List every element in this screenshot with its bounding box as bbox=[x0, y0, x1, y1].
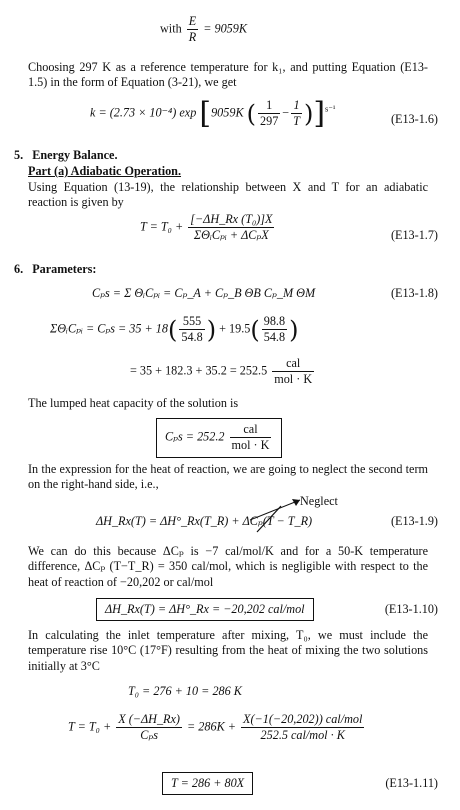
eq-final bbox=[68, 712, 366, 744]
frac-num: X(−1(−20,202)) cal/mol bbox=[241, 712, 364, 728]
frac-num: E bbox=[187, 14, 198, 30]
eq-coef: 9059K bbox=[211, 105, 244, 120]
section-6-heading bbox=[14, 262, 96, 277]
frac-num: cal bbox=[272, 356, 314, 372]
frac-num: [−ΔH_Rx (T₀)]X bbox=[188, 212, 274, 228]
eq-mid: + 19.5 bbox=[219, 321, 251, 336]
para-choose: Choosing 297 K as a reference temperature for k₁, and putting Equation (E13-1.5) in the form of Equation (3-21), we get bbox=[28, 60, 428, 90]
eq-lhs: Cₚs = 252.2 bbox=[165, 429, 225, 444]
section-number: 6. bbox=[14, 262, 24, 276]
eq-lead-text: with bbox=[160, 21, 182, 36]
eq-1-6: k = (2.73 × 10⁻⁴) exp [9059K ( $\frac{1}{297}$ − $\frac{1}{T}$ )]$^{s^{-1}}$ bbox=[90, 95, 336, 131]
frac-den: R bbox=[188, 30, 197, 45]
eq-1-10 bbox=[96, 598, 314, 621]
eq-text: = 35 + 182.3 + 35.2 = 252.5 bbox=[130, 363, 268, 378]
eq-number-1-9: (E13-1.9) bbox=[390, 514, 438, 528]
eq-lhs: ΣΘᵢCₚᵢ = Cₚs = 35 + 18 bbox=[50, 321, 168, 336]
frac-den: mol · K bbox=[274, 372, 313, 387]
frac-num: 1 bbox=[258, 98, 280, 114]
frac-num: 98.8 bbox=[262, 314, 287, 330]
eq-activation bbox=[160, 14, 247, 46]
eq-unit: s⁻¹ bbox=[325, 103, 336, 114]
section-title: Parameters: bbox=[32, 262, 97, 276]
eq-1-8: Cₚs = Σ ΘᵢCₚᵢ = Cₚ_A + Cₚ_B ΘB Cₚ_M ΘM bbox=[92, 286, 316, 300]
eq-boxed-text: ΔH_Rx(T) = ΔH°_Rx = −20,202 cal/mol bbox=[96, 598, 314, 621]
frac-den: 54.8 bbox=[263, 330, 286, 345]
frac-den: ΣΘᵢCₚᵢ + ΔCₚX bbox=[193, 228, 269, 243]
eq-minus: − bbox=[282, 105, 290, 120]
frac-num: cal bbox=[230, 422, 272, 438]
frac-den: Cₚs bbox=[140, 728, 158, 743]
eq-sum-result bbox=[130, 356, 316, 388]
eq-lhs: T = T₀ + bbox=[140, 219, 184, 234]
eq-1-9: ΔH_Rx(T) = ΔH°_Rx(T_R) + ΔCₚ(T − T_R) bbox=[96, 514, 313, 528]
para-cando: We can do this because ΔCₚ is −7 cal/mol/K and for a 50-K temperature difference, ΔCₚ (T−T_R) = 350 cal/mol, which is negligible with respect to the heat of reaction of −20,202 or cal/mol bbox=[28, 544, 428, 589]
para-using: Using Equation (13-19), the relationship between X and T for an adiabatic reaction is given by bbox=[28, 180, 428, 210]
boxed-cps bbox=[156, 418, 282, 458]
section-number: 5. bbox=[14, 148, 24, 162]
frac-den: T bbox=[293, 114, 300, 129]
frac-den: 54.8 bbox=[181, 330, 203, 345]
strike-line bbox=[255, 504, 285, 538]
eq-1-7 bbox=[140, 212, 276, 244]
frac-den: 297 bbox=[260, 114, 279, 129]
frac-num: 1 bbox=[291, 98, 302, 114]
neglect-label: Neglect bbox=[300, 494, 338, 508]
eq-number-1-8: (E13-1.8) bbox=[390, 286, 438, 300]
eq-boxed-text: T = 286 + 80X bbox=[162, 772, 253, 795]
frac-num: X (−ΔH_Rx) bbox=[116, 712, 182, 728]
frac-den: 252.5 cal/mol · K bbox=[260, 728, 345, 743]
frac-num: 555 bbox=[179, 314, 204, 330]
eq-sum: ΣΘᵢCₚᵢ = Cₚs = 35 + 18( $\frac{555}{54.8}$ ) + 19.5( $\frac{98.8}{54.8}$ ) bbox=[50, 314, 299, 345]
para-lumped: The lumped heat capacity of the solution is bbox=[28, 396, 239, 410]
section-5-heading bbox=[14, 148, 118, 163]
eq-number-1-7: (E13-1.7) bbox=[390, 228, 438, 242]
section-title: Energy Balance. bbox=[32, 148, 118, 162]
eq-mid: = 286K + bbox=[187, 719, 236, 734]
eq-number-1-6: (E13-1.6) bbox=[390, 112, 438, 126]
eq-1-11 bbox=[162, 772, 253, 795]
para-inlet: In calculating the inlet temperature after mixing, T₀, we must include the temperature rise 10°C (17°F) resulting from the heat of mixing the two solutions initially at 3°C bbox=[28, 628, 428, 673]
frac-den: mol · K bbox=[231, 438, 270, 453]
eq-lhs: k = (2.73 × 10⁻⁴) exp bbox=[90, 105, 197, 120]
part-a-heading: Part (a) Adiabatic Operation. bbox=[28, 164, 182, 178]
eq-t0: T₀ = 276 + 10 = 286 K bbox=[128, 684, 242, 698]
eq-number-1-10: (E13-1.10) bbox=[384, 602, 438, 616]
eq-lhs: T = T₀ + bbox=[68, 719, 112, 734]
eq-number-1-11: (E13-1.11) bbox=[385, 776, 438, 790]
para-heat: In the expression for the heat of reaction, we are going to neglect the second term on the right-hand side, i.e., bbox=[28, 462, 428, 492]
eq-value: = 9059K bbox=[203, 21, 247, 36]
